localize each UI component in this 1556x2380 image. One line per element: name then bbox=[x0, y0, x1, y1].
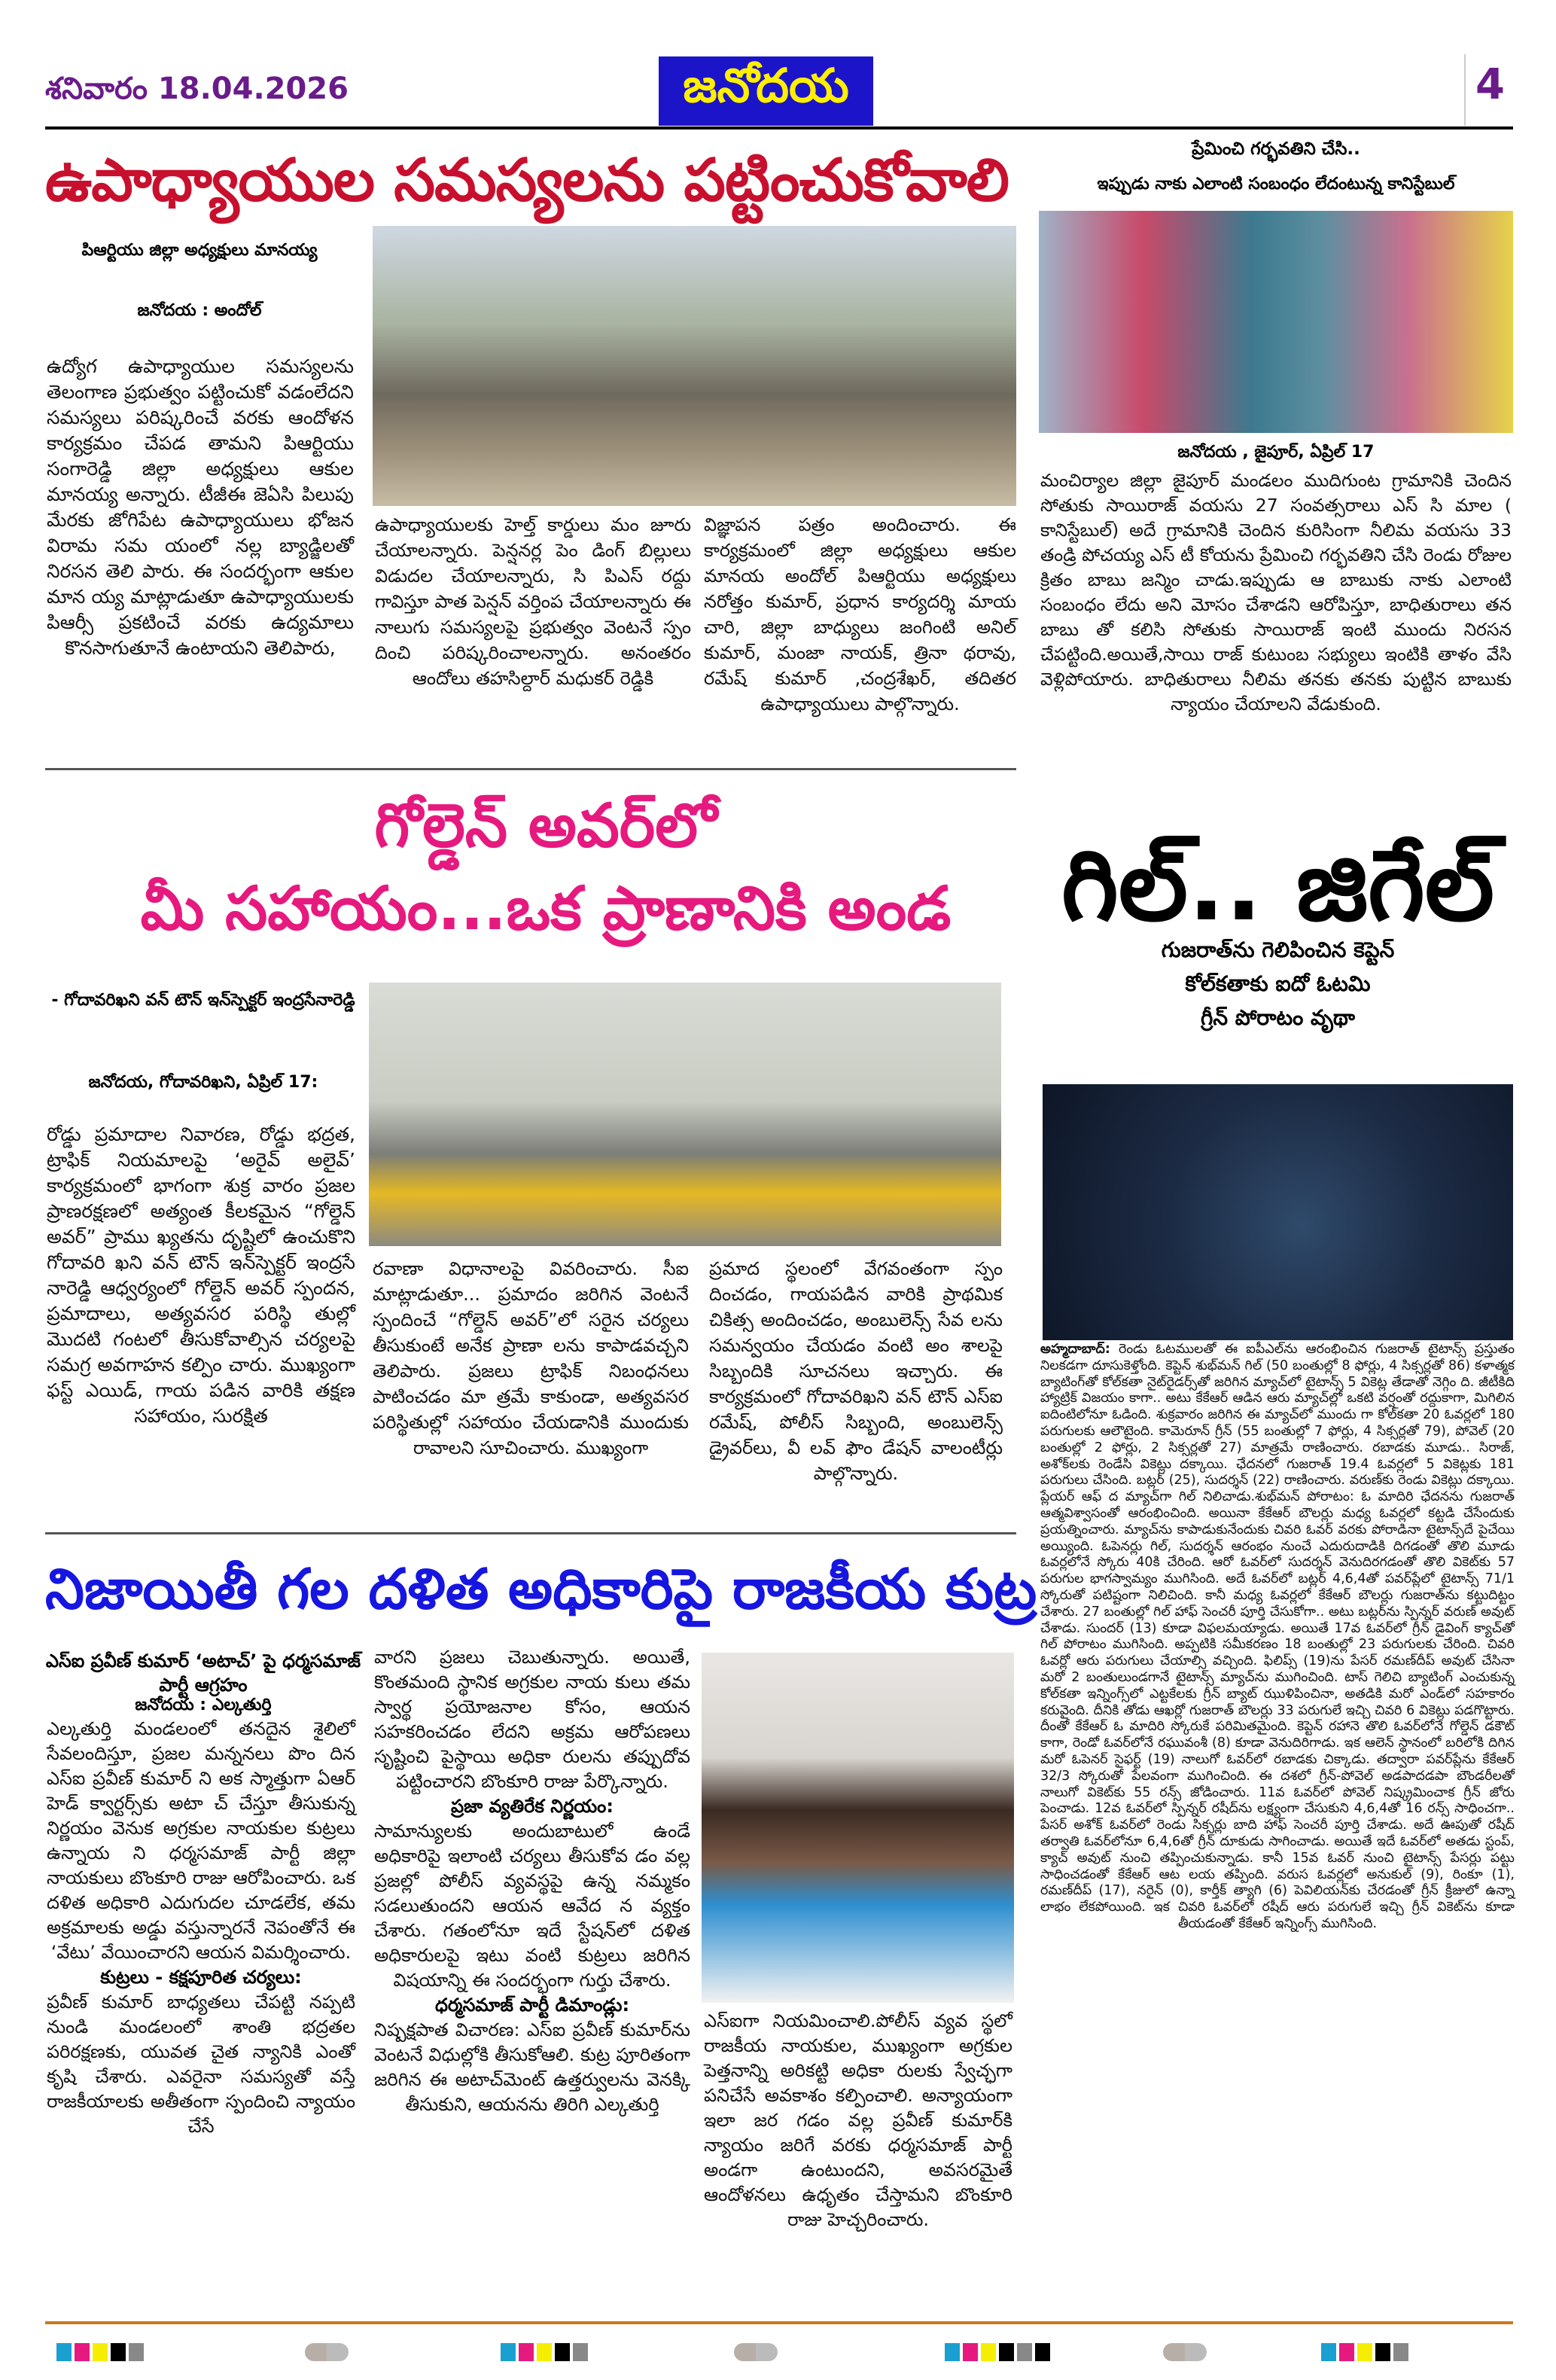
story3-headline-line2: మీ సహాయం...ఒక ప్రాణానికి అండ bbox=[140, 873, 952, 943]
story1-col1: ఉద్యోగ ఉపాధ్యాయుల సమస్యలను తెలంగాణ ప్రభుత్వం పట్టించుకో వడంలేదని సమస్యలు పరిష్కరించే వరకు ఆందోళన కార్యక్రమం చేపడ తామని పిఆర్టియు సంగారెడ్డి జిల్లా అధ్యక్షులు ఆకుల మానయ్య అన్నారు. టీజీఈ జెఏసి పిలుపు మేరకు జోగిపేట ఉపాధ్యాయులు భోజన విరామ సమ యంలో నల్ల బ్యాడ్జిలతో నిరసన తెలి పారు. ఈ సందర్భంగా ఆకుల మాన య్య మాట్లాడుతూ ఉపాధ్యాయులకు పిఆర్సీ ప్రకటించే వరకు ఉద్యమాలు కొనసాగుతూనే ఉంటాయని తెలిపారు, bbox=[47, 355, 354, 659]
color-registration-marks bbox=[945, 2343, 1032, 2361]
registration-black-mark bbox=[1035, 2343, 1050, 2361]
story5-col1-subheading: కుట్రలు - కక్షపూరిత చర్యలు: bbox=[100, 1967, 302, 1988]
header-divider bbox=[1464, 54, 1466, 126]
teachers-protest-photo bbox=[373, 226, 1016, 506]
story3-col3: ప్రమాద స్థలంలో వేగవంతంగా స్పం దించడం, గాయపడిన వారికి ప్రాథమిక చికిత్స అందించడం, అంబులెన్స్ సేవ లను సమన్వయం చేయడం వంటి అం శాలపై సిబ్బందికి సూచనలు ఇచ్చారు. ఈ కార్యక్రమంలో గోదావరిఖని వన్ టౌన్ ఎస్ఐ రమేష్, పోలీస్ సిబ్బంది, అంబులెన్స్ డ్రైవర్‌లు, వీ లవ్ ఫౌం డేషన్ వాలంటీర్లు పాల్గొన్నారు. bbox=[709, 1258, 1003, 1484]
story4-text: రెండు ఓటములతో ఈ ఐపీఎల్‌ను ఆరంభించిన గుజరాత్ టైటాన్స్ ప్రస్తుతం నిలకడగా దూసుకెళ్తోంది. కెప్టెన్ శుభ్‌మన్ గిల్ (50 బంతుల్లో 8 ఫోర్లు, 4 సిక్సర్లతో 86) కళాత్మక బ్యాటింగ్‌తో కోల్‌కతా నైట్‌రైడర్స్‌తో జరిగిన మ్యాచ్‌లో టైటాన్స్ 5 వికెట్ల తేడాతో నెగ్గిం ది. జీటీకిది హ్యాట్రిక్ విజయం కాగా.. అటు కేకేఆర్ ఆడిన ఆరు మ్యాచ్‌ల్లో ఒకటి వర్షంతో రద్దుకాగా, మిగిలిన ఐదింటిలోనూ ఓడింది. శుక్రవారం జరిగిన ఈ మ్యాచ్‌లో ముందు గా కోల్‌కతా 20 ఓవర్లలో 180 పరుగులకు ఆలౌటైంది. కామెరూన్ గ్రీన్ (55 బంతుల్లో 7 ఫోర్లు, 4 సిక్సర్లతో 79), పోవెల్ (20 బంతుల్లో 2 ఫోర్లు, 2 సిక్సర్లతో 27) మాత్రమే రాణించారు. రబాడకు మూడు.. సిరాజ్, అశోక్‌లకు రెండేసి వికెట్లు దక్కాయి. ఛేదనలో గుజరాత్ 19.4 ఓవర్లలో 5 వికెట్లకు 181 పరుగులు చేసింది. బట్లర్ (25), సుదర్శన్ (22) రాణించారు. వరుణ్‌కు రెండు వికెట్లు దక్కాయి. ప్లేయర్ ఆఫ్ ద మ్యాచ్‌గా గిల్ నిలిచాడు.శుభ్‌మన్ పోరాటం: ఓ మాదిరి ఛేదనను గుజరాత్ ఆత్మవిశ్వాసంతో ఆరంభించింది. అయినా కేకేఆర్ బౌలర్లు మధ్య ఓవర్లలో కట్టడి చేసేందుకు ప్రయత్నించారు. మ్యాచ్‌ను కాపాడుకునేందుకు చివరి ఓవర్ వరకు పోరాడినా టైటాన్స్‌దే పైచేయి అయ్యింది. ఓపెనర్లు గిల్, సుదర్శన్ ఆరంభం నుంచే ఎదురుదాడికి దిగడంతో తొలి మూడు ఓవర్లలోనే స్కోరు 40కి చేరింది. ఆరో ఓవర్‌లో సుదర్శన్ వెనుదిరగడంతో తొలి వికెట్‌కు 57 పరుగుల భాగస్వామ్యం ముగిసింది. అదే ఓవర్‌లో బట్లర్ 4,6,4తో పవర్‌ప్లేలో టైటాన్స్ 71/1 స్కోరుతో పటిష్టంగా నిలిచింది. కానీ మధ్య ఓవర్లలో కేకేఆర్ బౌలర్లు గుజరాత్‌ను కట్టుదిట్టం చేశారు. 27 బంతుల్లో గిల్ హాఫ్ సెంచరీ పూర్తి చేసుకోగా.. అటు బట్లర్‌ను స్పిన్నర్ వరుణ్ అవుట్ చేశాడు. సుందర్ (13) కూడా విఫలమయ్యాడు. అయితే 17వ ఓవర్‌లో గ్రీన్ డైవింగ్ క్యాచ్‌తో గిల్ పోరాటం ముగిసింది. అప్పటికి సమీకరణం 18 బంతుల్లో 23 పరుగులకు చేరింది. చివరి ఓవర్లో ఆరు పరుగులు చేయాల్సి వచ్చింది. ఫిలిప్స్ (19)ను పేసర్ రమణ్‌దీప్ అవుట్ చేసినా మరో 2 బంతులుండగానే టైటాన్స్ మ్యాచ్‌ను ముగించింది. టాస్ గెలిచి బ్యాటింగ్ ఎంచుకున్న కోల్‌కతా ఇన్నింగ్స్‌లో ఎట్టకేలకు గ్రీన్ బ్యాట్ ఝుళిపించినా, అతడికి మరో ఎండ్‌లో సహకారం కరువైంది. దీనికి తోడు ఆఖర్లో గుజరాత్ బౌలర్లు 33 పరుగులే ఇచ్చి చివరి 6 వికెట్లు పడగొట్టారు. దీంతో కేకేఆర్ ఓ మాదిరి స్కోరుకే పరిమితమైంది. కెప్టెన్ రహానె తొలి ఓవర్‌లోనే గోల్డెన్ డకౌట్ కాగా, రెండో ఓవర్‌లోనే రఘువంశీ (8) కూడా వెనుదిరిగాడు. ఇక ఆలెన్ స్థానంలో బరిలోకి దిగిన మరో ఓపెనర్ సైఫర్ట్ (19) నాలుగో ఓవర్‌లో రబాడకు చిక్కాడు. తద్వారా పవర్‌ప్లేను కేకేఆర్ 32/3 స్కోరుతో పేలవంగా ముగించింది. ఈ దశలో గ్రీన్-పోవెల్ అడపాదడపా బౌండరీలతో నాలుగో వికెట్‌కు 55 రన్స్ జోడించారు. 11వ ఓవర్‌లో పోవెల్ నిష్క్రమించాక గ్రీన్ జోరు పెంచాడు. 12వ ఓవర్‌లో స్పిన్నర్ రషీద్‌ను లక్ష్యంగా చేసుకుని 4,6,4తో 16 రన్స్ సాధించగా.. పేసర్ అశోక్ ఓవర్‌లో రెండు సిక్సర్లు బాది హాఫ్ సెంచరీ పూర్తి చేశాడు. అదే ఊపుతో రషీద్ తర్వాతి ఓవర్‌లోనూ 6,4,6తో గ్రీన్ దూకుడు సాగించాడు. అయితే ఇదే ఓవర్‌లో అతడు స్టంప్, క్యాచ్ అవుట్ నుంచి తప్పించుకున్నాడు. కానీ 15వ ఓవర్ నుంచి టైటాన్స్ పేసర్లు పట్టు సాధించడంతో కేకేఆర్ ఆట లయ తప్పింది. వరుస ఓవర్లలో అనుకుల్ (9), రింకూ (1), రమణ్‌దీప్ (17), నరైన్ (0), కార్తీక్ త్యాగి (6) పెవిలియన్‌కు చేరడంతో గ్రీన్ క్రీజులో ఉన్నా లాభం లేకపోయింది. ఇక చివరి ఓవర్‌లో రషీద్ ఆరు పరుగులే ఇచ్చి గ్రీన్ వికెట్‌ను కూడా తీయడంతో కేకేఆర్ ఇన్నింగ్స్ ముగిసింది. bbox=[1040, 1342, 1515, 1931]
story4-subhead: కోల్‌కతాకు ఐదో ఓటమి bbox=[1185, 971, 1371, 996]
story2-kicker: ప్రేమించి గర్భవతిని చేసి.. bbox=[1192, 139, 1360, 159]
story5-col2-para: నిష్పక్షపాత విచారణ: ఎస్ఐ ప్రవీణ్ కుమార్‌ను వెంటనే విధుల్లోకి తీసుకోఆలి. కుట్ర పూరితంగా జరిగిన ఈ అటాచ్‌మెంట్ ఉత్తర్వులను వెనక్కి తీసుకుని, ఆయనను తిరిగి ఎల్కతుర్తి bbox=[374, 2019, 690, 2115]
story4-body bbox=[1040, 1342, 1515, 1933]
family-protest-photo bbox=[1039, 211, 1513, 433]
story1-col3: విజ్ఞాపన పత్రం అందించారు. ఈ కార్యక్రమంలో జిల్లా అధ్యక్షులు ఆకుల మానయ అందోల్ పిఆర్టియు అధ్యక్షులు నరోత్తం కుమార్, ప్రధాన కార్యదర్శి మాయ చారి, జిల్లా బాధ్యులు జంగింటి అనిల్ కుమార్, మంజా నాయక్, త్రినా థరావు, రమేష్ కుమార్ ,చంద్రశేఖర్, తదితర ఉపాధ్యాయులు పాల్గొన్నారు. bbox=[704, 514, 1016, 715]
footer-rule bbox=[45, 2321, 1513, 2324]
story5-col2 bbox=[374, 1645, 690, 2117]
masthead-rule bbox=[45, 126, 1513, 130]
color-registration-marks bbox=[1321, 2343, 1408, 2361]
si-portrait-photo bbox=[702, 1653, 1014, 2003]
story3-dateline: జనోదయ, గోదావరిఖని, ఏప్రిల్ 17: bbox=[88, 1073, 318, 1092]
story5-col3: ఎస్ఐగా నియమించాలి.పోలీస్ వ్యవ స్థలో రాజకీయ నాయకుల, ముఖ్యంగా అగ్రకుల పెత్తనాన్ని అరికట్టి అధికా రులకు స్వేచ్ఛగా పనిచేసే అవకాశం కల్పించాలి. అన్యాయంగా ఇలా జర గడం వల్ల ప్రవీణ్ కుమార్‌కి న్యాయం జరిగే వరకు ధర్మసమాజ్ పార్టీ అండగా ఉంటుందని, అవసరమైతే ఆందోళనలు ఉధృతం చేస్తామని బొంకూరి రాజు హెచ్చరించారు. bbox=[704, 2010, 1012, 2230]
story1-col2: ఉపాధ్యాయులకు హెల్త్ కార్డులు మం జూరు చేయాలన్నారు. పెన్షనర్ల పెం డింగ్ బిల్లులు విడుదల చేయాలన్నారు, సి పిఎస్ రద్దు గావిస్తూ పాత పెన్షన్ వర్తింప చేయాలన్నారు ఈ నాలుగు సమస్యలపై ప్రభుత్వం వెంటనే స్పం దించి పరిష్కరించాలన్నారు. అనంతరం ఆందోలు తహసిల్దార్ మధుకర్ రెడ్డికి bbox=[375, 514, 691, 689]
story2-headline: ఇప్పుడు నాకు ఎలాంటి సంబంధం లేదంటున్న కానిస్టేబుల్ bbox=[1097, 175, 1455, 194]
story5-col1-para: ఎల్కతుర్తి మండలంలో తనదైన శైలిలో సేవలందిస్తూ, ప్రజల మన్ననలు పొం దిన ఎస్ఐ ప్రవీణ్ కుమార్ ని అక స్మాత్తుగా ఏఆర్ హెడ్ క్వార్టర్స్‌కు అటా చ్ చేస్తూ తీసుకున్న నిర్ణయం వెనుక అగ్రకుల నాయకుల కుట్రలు ఉన్నాయ ని ధర్మసమాజ్ పార్టీ జిల్లా నాయకులు బొంకూరి రాజు ఆరోపించారు. ఒక దళిత అధికారి ఎదుగుదల చూడలేక, తమ అక్రమాలకు అడ్డు వస్తున్నారనే నెపంతోనే ఈ ‘వేటు’ వేయించారని ఆయన విమర్శించారు. bbox=[47, 1718, 355, 1963]
story2-dateline: జనోదయ , జైపూర్, ఏప్రిల్ 17 bbox=[1177, 443, 1375, 462]
section-divider bbox=[45, 1532, 1016, 1534]
story3-headline-line1: గోల్డెన్ అవర్‌లో bbox=[374, 791, 717, 861]
story1-headline: ఉపాధ్యాయుల సమస్యలను పట్టించుకోవాలి bbox=[45, 147, 1009, 215]
color-registration-marks bbox=[56, 2343, 144, 2361]
story4-subhead: గ్రీన్ పోరాటం వృథా bbox=[1201, 1005, 1355, 1030]
story5-col2-para: సామాన్యులకు అందుబాటులో ఉండే అధికారిపై ఇలాంటి చర్యలు తీసుకోవ డం వల్ల ప్రజల్లో పోలీస్ వ్యవస్థపై ఉన్న నమ్మకం సడలుతుందని ఆయన ఆవేద న వ్యక్తం చేశారు. గతంలోనూ ఇదే స్టేషన్‌లో దళిత అధికారులపై ఇటు వంటి కుట్రలు జరిగిన విషయాన్ని ఈ సందర్భంగా గుర్తు చేశారు. bbox=[374, 1821, 690, 1991]
story5-dateline: జనోదయ : ఎల్కతుర్తి bbox=[135, 1696, 272, 1714]
story2-body: మంచిర్యాల జిల్లా జైపూర్ మండలం ముదిగుంట గ్రామానికి చెందిన సోతుకు సాయిరాజ్ వయసు 27 సంవత్సరాలు ఎస్ సి మాల ( కానిస్టేబుల్) అదే గ్రామానికి చెందిన కురిసింగా నీలిమ వయసు 33 తండ్రి పోచయ్య ఎస్ టీ కోయను ప్రేమించి గర్భవతిని చేసి రెండు రోజుల క్రితం బాబు జన్మిం చాడు.ఇప్పుడు ఆ బాబుకు నాకు ఎలాంటి సంబంధం లేదు అని మోసం చేశాడని ఆరోపిస్తూ, బాధితురాలు తన బాబు తో కలిసి సోతుకు సాయిరాజ్ ఇంటి ముందు నిరసన చేపట్టింది.అయితే,సాయి రాజ్ కుటుంబ సభ్యులు ఇంటికి తాళం వేసి వెళ్లిపోయారు. బాధితురాలు నీలిమ తనకు తనకు పుట్టిన బాబుకు న్యాయం చేయాలని వేడుకుంది. bbox=[1040, 470, 1512, 715]
story4-dateline: అహ్మదాబాద్: bbox=[1040, 1342, 1110, 1357]
story5-col2-subheading: ప్రజా వ్యతిరేక నిర్ణయం: bbox=[451, 1796, 614, 1817]
registration-pill bbox=[734, 2343, 778, 2361]
story5-col1-para: ప్రవీణ్ కుమార్ బాధ్యతలు చేపట్టి నప్పటి నుండి మండలంలో శాంతి భద్రతల పరిరక్షణకు, యువత చైత న్యానికి ఎంతో కృషి చేశారు. ఎవరైనా సమస్యతో వస్తే రాజకీయాలకు అతీతంగా స్పందించి న్యాయం చేసే bbox=[47, 1991, 355, 2137]
story4-subhead: గుజరాత్‌ను గెలిపించిన కెప్టెన్ bbox=[1161, 937, 1395, 962]
page-number: 4 bbox=[1475, 60, 1505, 109]
story5-headline: నిజాయితీ గల దళిత అధికారిపై రాజకీయ కుట్ర bbox=[45, 1557, 1037, 1622]
story3-col1: రోడ్డు ప్రమాదాల నివారణ, రోడ్డు భద్రత, ట్రాఫిక్ నియమాలపై ‘అరైవ్ అలైవ్’ కార్యక్రమంలో భాగంగా శుక్ర వారం ప్రజల ప్రాణరక్షణలో అత్యంత కీలకమైన “గోల్డెన్ అవర్” ప్రాము ఖ్యతను దృష్టిలో ఉంచుకొని గోదావరి ఖని వన్ టౌన్ ఇన్‌స్పెక్టర్ ఇంద్రసే నారెడ్డి ఆధ్వర్యంలో గోల్డెన్ అవర్ స్పందన, ప్రమాదాలు, అత్యవసర పరిస్థి తుల్లో మొదటి గంటలో తీసుకోవాల్సిన చర్యలపై సమగ్ర అవగాహన కల్పిం చారు. ముఖ్యంగా ఫస్ట్ ఎయిడ్, గాయ పడిన వారికి తక్షణ సహాయం, సురక్షిత bbox=[47, 1123, 355, 1427]
registration-pill bbox=[1163, 2343, 1207, 2361]
golden-hour-meeting-photo bbox=[369, 983, 1001, 1246]
color-registration-marks bbox=[501, 2343, 588, 2361]
newspaper-logo: జనోదయ bbox=[659, 56, 873, 126]
registration-pill bbox=[305, 2343, 349, 2361]
story3-byline: - గోదావరిఖని వన్ టౌన్ ఇన్‌స్పెక్టర్ ఇంద్రసేనారెడ్డి bbox=[51, 991, 355, 1010]
cricketer-celebration-photo bbox=[1043, 1084, 1513, 1340]
story3-col2: రవాణా విధానాలపై వివరించారు. సీఐ మాట్లాడుతూ... ప్రమాదం జరిగిన వెంటనే స్పందించే “గోల్డెన్ అవర్”లో సరైన చర్యలు తీసుకుంటే అనేక ప్రాణా లను కాపాడవచ్చని తెలిపారు. ప్రజలు ట్రాఫిక్ నిబంధనలు పాటించడం మా త్రమే కాకుండా, అత్యవసర పరిస్థితుల్లో సహాయం చేయడానికి ముందుకు రావాలని సూచించారు. ముఖ్యంగా bbox=[373, 1258, 689, 1458]
story1-dateline: జనోదయ : అందోల్ bbox=[137, 301, 262, 320]
story1-subhead: పిఆర్టియు జిల్లా అధ్యక్షులు మానయ్య bbox=[81, 241, 318, 260]
story4-headline: గిల్.. జిగేల్ bbox=[1061, 828, 1494, 943]
section-divider bbox=[45, 768, 1016, 770]
story5-col2-para: వారని ప్రజలు చెబుతున్నారు. అయితే, కొంతమంది స్థానిక అగ్రకుల నాయ కులు తమ స్వార్థ ప్రయోజనాల కోసం, ఆయన సహకరించడం లేదని అక్రమ ఆరోపణలు సృష్టించి పైస్థాయి అధికా రులను తప్పుదోవ పట్టించారని బొంకూరి రాజు పేర్కొన్నారు. bbox=[374, 1647, 690, 1792]
story5-subhead: ఎస్ఐ ప్రవీణ్ కుమార్ ‘అటాచ్’ పై ధర్మసమాజ్ పార్టీ ఆగ్రహం bbox=[45, 1650, 361, 1696]
story5-col1 bbox=[47, 1717, 355, 2139]
story5-col2-subheading: ధర్మసమాజ్ పార్టీ డిమాండ్లు: bbox=[434, 1995, 630, 2016]
issue-date: శనివారం 18.04.2026 bbox=[45, 72, 349, 106]
